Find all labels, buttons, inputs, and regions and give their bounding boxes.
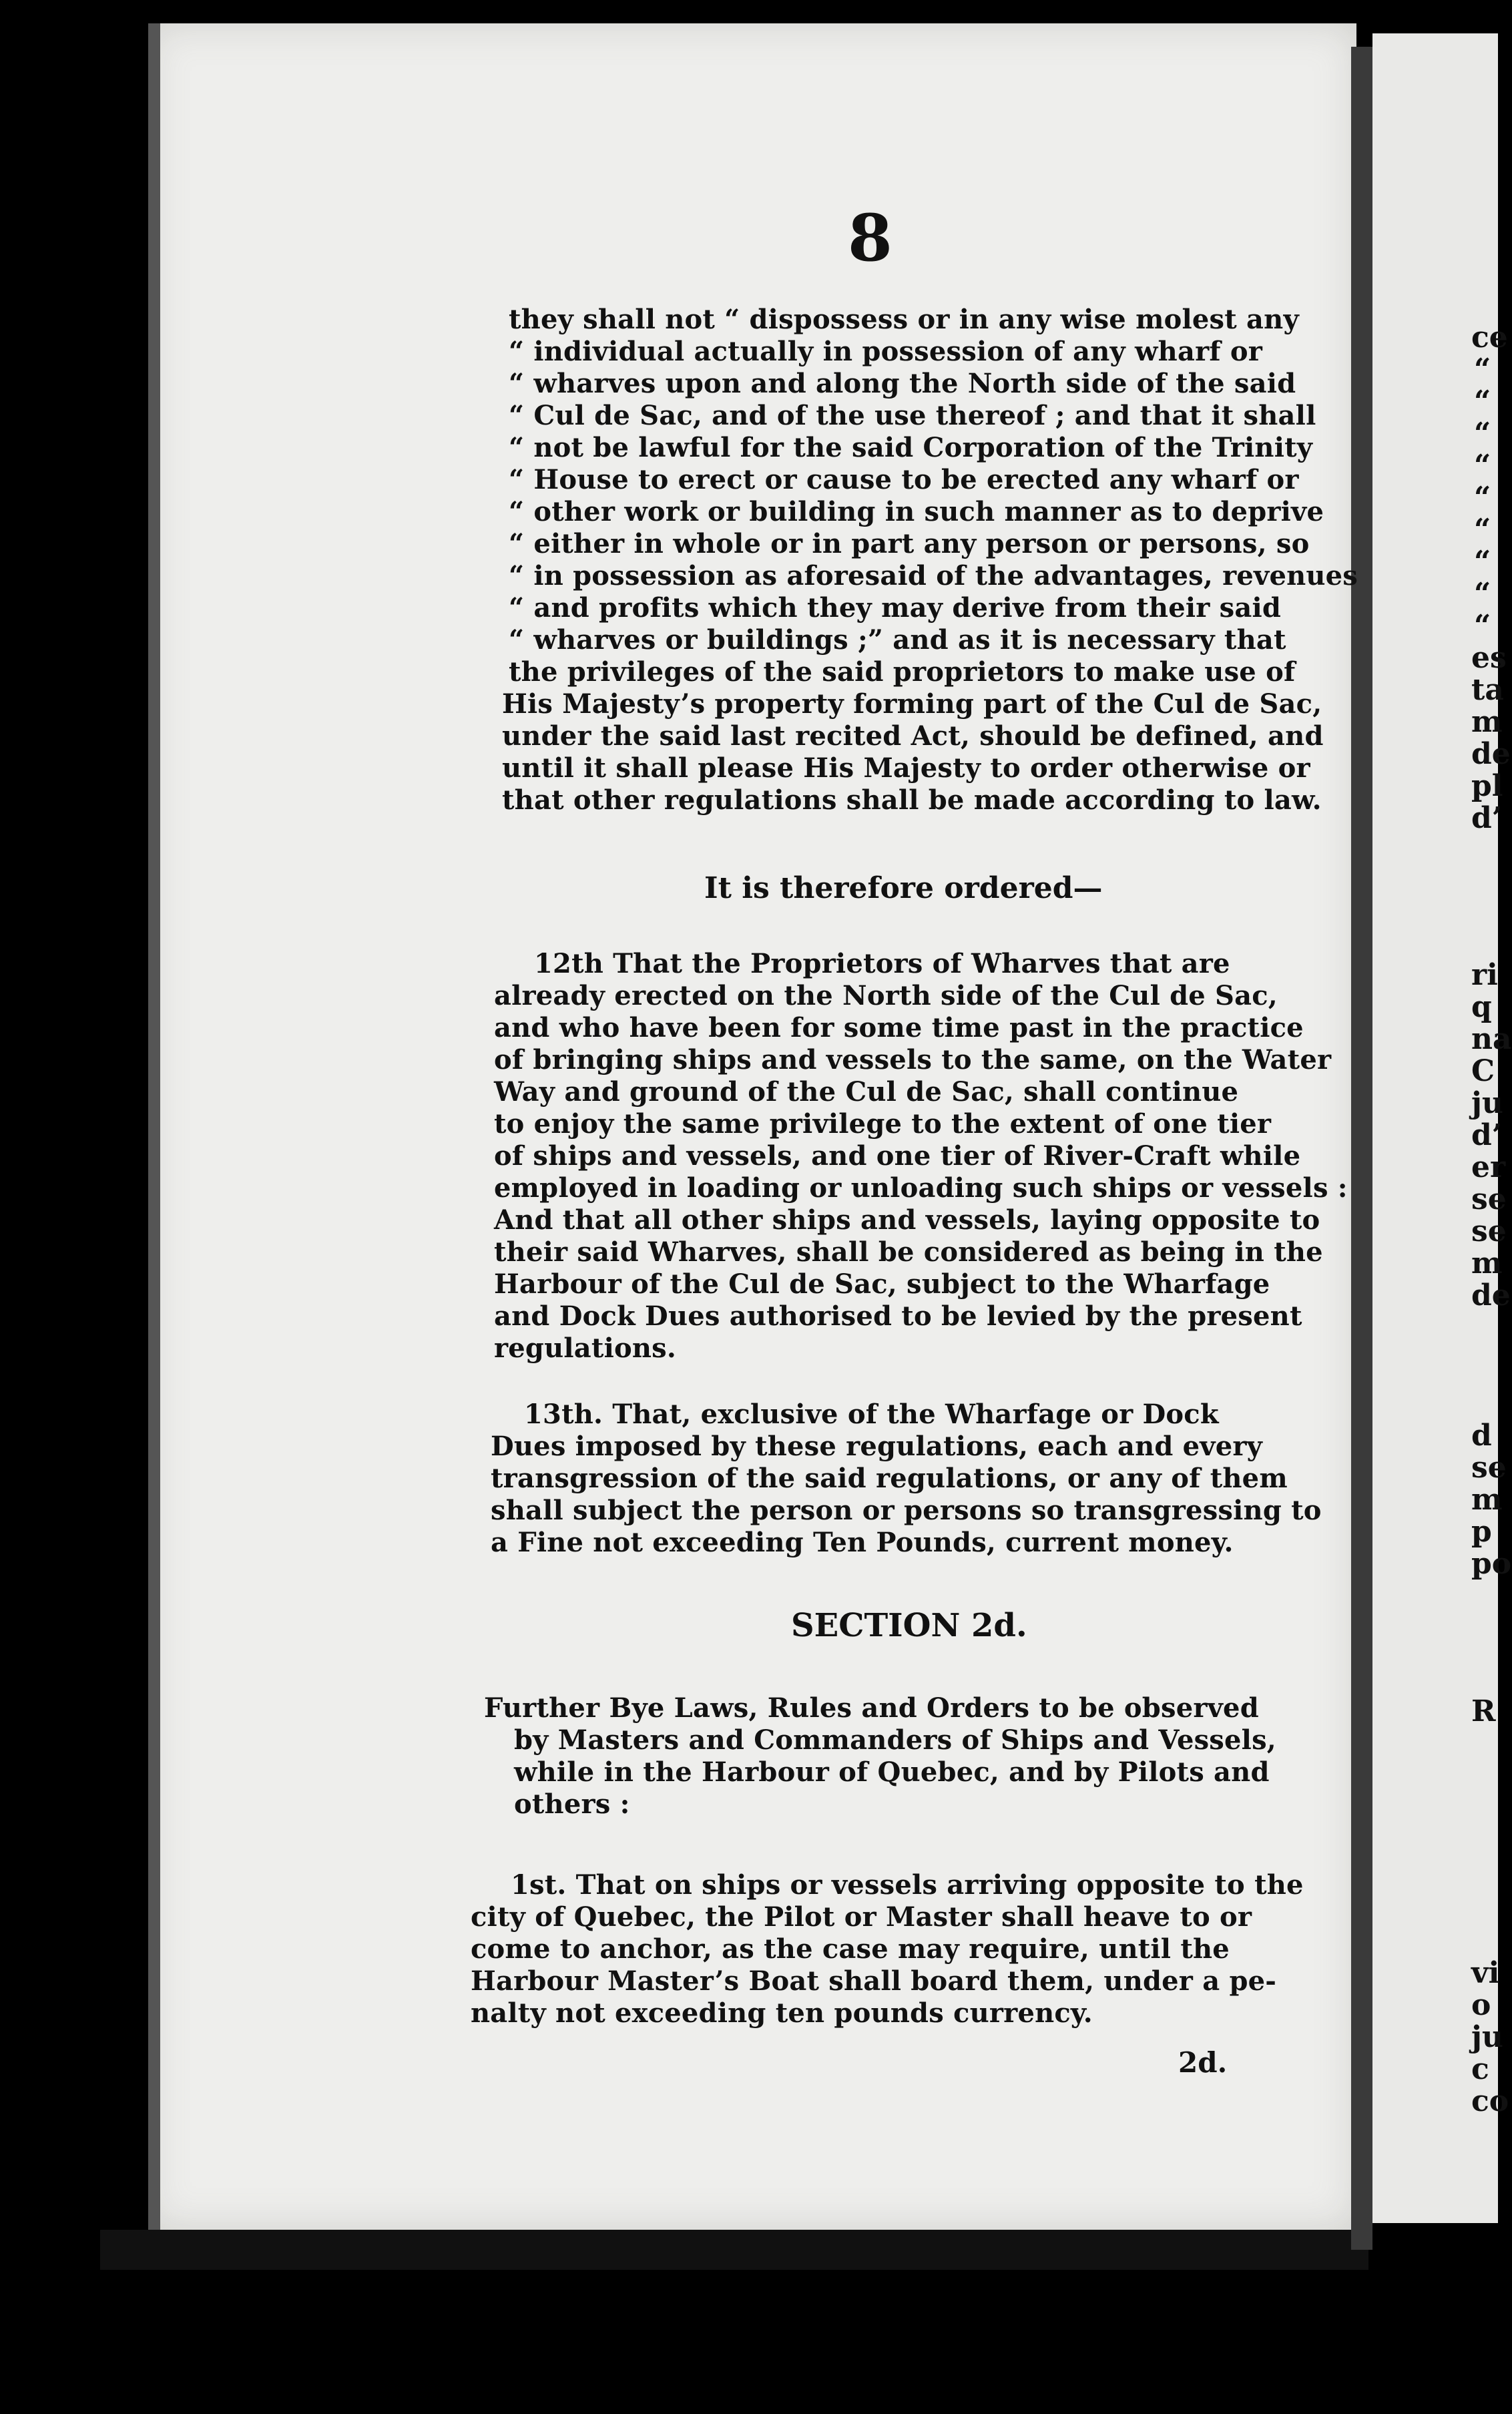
facing-fragment: d’ (1471, 1118, 1503, 1152)
facing-fragment: “ (1474, 545, 1491, 579)
facing-fragment: co (1471, 2084, 1509, 2118)
facing-fragment: o (1471, 1988, 1491, 2022)
facing-fragment: “ (1474, 385, 1491, 419)
page-edge (148, 23, 160, 2230)
facing-fragment: pl (1471, 769, 1503, 803)
facing-fragment: na (1471, 1022, 1512, 1056)
facing-fragment: p (1471, 1515, 1492, 1549)
body-line: city of Quebec, the Pilot or Master shall heave to or (471, 1901, 1252, 1933)
facing-fragment: ce (1471, 320, 1508, 354)
page-number: 8 (848, 200, 893, 276)
catchword: 2d. (1178, 2046, 1228, 2079)
facing-fragment: m (1471, 1483, 1503, 1517)
body-line: employed in loading or unloading such ships or vessels : (494, 1172, 1348, 1204)
facing-fragment: “ (1474, 609, 1491, 643)
body-line: and Dock Dues authorised to be levied by the present (494, 1300, 1302, 1332)
body-line: “ wharves upon and along the North side of the said (509, 368, 1296, 399)
body-line: Way and ground of the Cul de Sac, shall continue (494, 1076, 1239, 1108)
body-line: that other regulations shall be made according to law. (502, 784, 1322, 816)
facing-fragment: m (1471, 1246, 1503, 1280)
body-line: and who have been for some time past in the practice (494, 1012, 1304, 1043)
body-line: “ other work or building in such manner as to deprive (509, 496, 1324, 527)
facing-fragment: po (1471, 1547, 1512, 1581)
body-line: the privileges of the said proprietors to make use of (509, 656, 1296, 688)
facing-fragment: es (1471, 641, 1507, 675)
facing-fragment: “ (1474, 417, 1491, 451)
facing-fragment: “ (1474, 481, 1491, 515)
facing-fragment: “ (1474, 513, 1491, 547)
facing-fragment: se (1471, 1182, 1507, 1216)
body-line: transgression of the said regulations, or any of them (491, 1463, 1288, 1494)
facing-fragment: de (1471, 1278, 1511, 1312)
body-line: “ not be lawful for the said Corporation of the Trinity (509, 432, 1313, 463)
facing-fragment: er (1471, 1150, 1506, 1184)
facing-fragment: “ (1474, 352, 1491, 387)
facing-fragment: “ (1474, 577, 1491, 611)
body-line: 13th. That, exclusive of the Wharfage or Dock (524, 1399, 1219, 1430)
facing-fragment: d’ (1471, 801, 1503, 835)
body-line: “ in possession as aforesaid of the advantages, revenues (509, 560, 1358, 591)
body-line: they shall not “ dispossess or in any wise molest any (509, 304, 1299, 335)
facing-fragment: ju (1471, 1086, 1503, 1120)
facing-fragment: d (1471, 1419, 1492, 1453)
body-line: Further Bye Laws, Rules and Orders to be observed (484, 1692, 1259, 1724)
body-line: His Majesty’s property forming part of the Cul de Sac, (502, 688, 1322, 720)
facing-fragment: ta (1471, 673, 1504, 707)
facing-page (1372, 33, 1512, 2223)
body-line: “ individual actually in possession of any wharf or (509, 336, 1263, 367)
section-heading: SECTION 2d. (791, 1607, 1027, 1644)
body-line: Dues imposed by these regulations, each and every (491, 1431, 1263, 1462)
body-line: 12th That the Proprietors of Wharves that are (534, 948, 1230, 979)
body-line: their said Wharves, shall be considered as being in the (494, 1236, 1323, 1268)
body-line: “ House to erect or cause to be erected any wharf or (509, 464, 1299, 495)
facing-fragment: ju (1471, 2020, 1503, 2054)
facing-fragment: c (1471, 2052, 1489, 2086)
body-line: “ and profits which they may derive from their said (509, 592, 1282, 624)
body-line: Harbour of the Cul de Sac, subject to the Wharfage (494, 1268, 1270, 1300)
body-line: of bringing ships and vessels to the same, on the Water (494, 1044, 1332, 1075)
scan-shadow (100, 2230, 1368, 2270)
body-line: of ships and vessels, and one tier of River-Craft while (494, 1140, 1301, 1172)
facing-fragment: “ (1474, 449, 1491, 483)
body-line: nalty not exceeding ten pounds currency. (471, 1997, 1093, 2029)
body-line: under the said last recited Act, should be defined, and (502, 720, 1324, 752)
body-line: “ either in whole or in part any person or persons, so (509, 528, 1310, 559)
body-line: Harbour Master’s Boat shall board them, under a pe- (471, 1965, 1277, 1997)
body-line: already erected on the North side of the Cul de Sac, (494, 980, 1278, 1011)
facing-fragment: vi (1471, 1956, 1500, 1990)
body-line: to enjoy the same privilege to the extent of one tier (494, 1108, 1272, 1140)
body-line: by Masters and Commanders of Ships and Vessels, (514, 1724, 1276, 1756)
facing-fragment: se (1471, 1214, 1507, 1248)
facing-fragment: ri (1471, 958, 1498, 992)
body-line: a Fine not exceeding Ten Pounds, current money. (491, 1527, 1234, 1558)
body-line: until it shall please His Majesty to order otherwise or (502, 752, 1310, 784)
facing-fragment: se (1471, 1451, 1507, 1485)
ordered-heading: It is therefore ordered— (704, 871, 1103, 905)
body-line: And that all other ships and vessels, laying opposite to (494, 1204, 1320, 1236)
body-line: others : (514, 1788, 630, 1820)
body-line: shall subject the person or persons so transgressing to (491, 1495, 1322, 1526)
body-line: while in the Harbour of Quebec, and by Pilots and (514, 1756, 1270, 1788)
facing-fragment: R (1471, 1694, 1496, 1728)
body-line: regulations. (494, 1333, 676, 1364)
facing-fragment: q (1471, 990, 1492, 1024)
body-line: come to anchor, as the case may require, until the (471, 1933, 1230, 1965)
body-line: 1st. That on ships or vessels arriving opposite to the (511, 1869, 1304, 1901)
facing-fragment: m (1471, 705, 1503, 739)
facing-fragment: C (1471, 1054, 1495, 1088)
body-line: “ Cul de Sac, and of the use thereof ; and that it shall (509, 400, 1316, 431)
book-gutter (1351, 47, 1372, 2250)
facing-fragment: de (1471, 737, 1511, 771)
body-line: “ wharves or buildings ;” and as it is necessary that (509, 624, 1286, 656)
